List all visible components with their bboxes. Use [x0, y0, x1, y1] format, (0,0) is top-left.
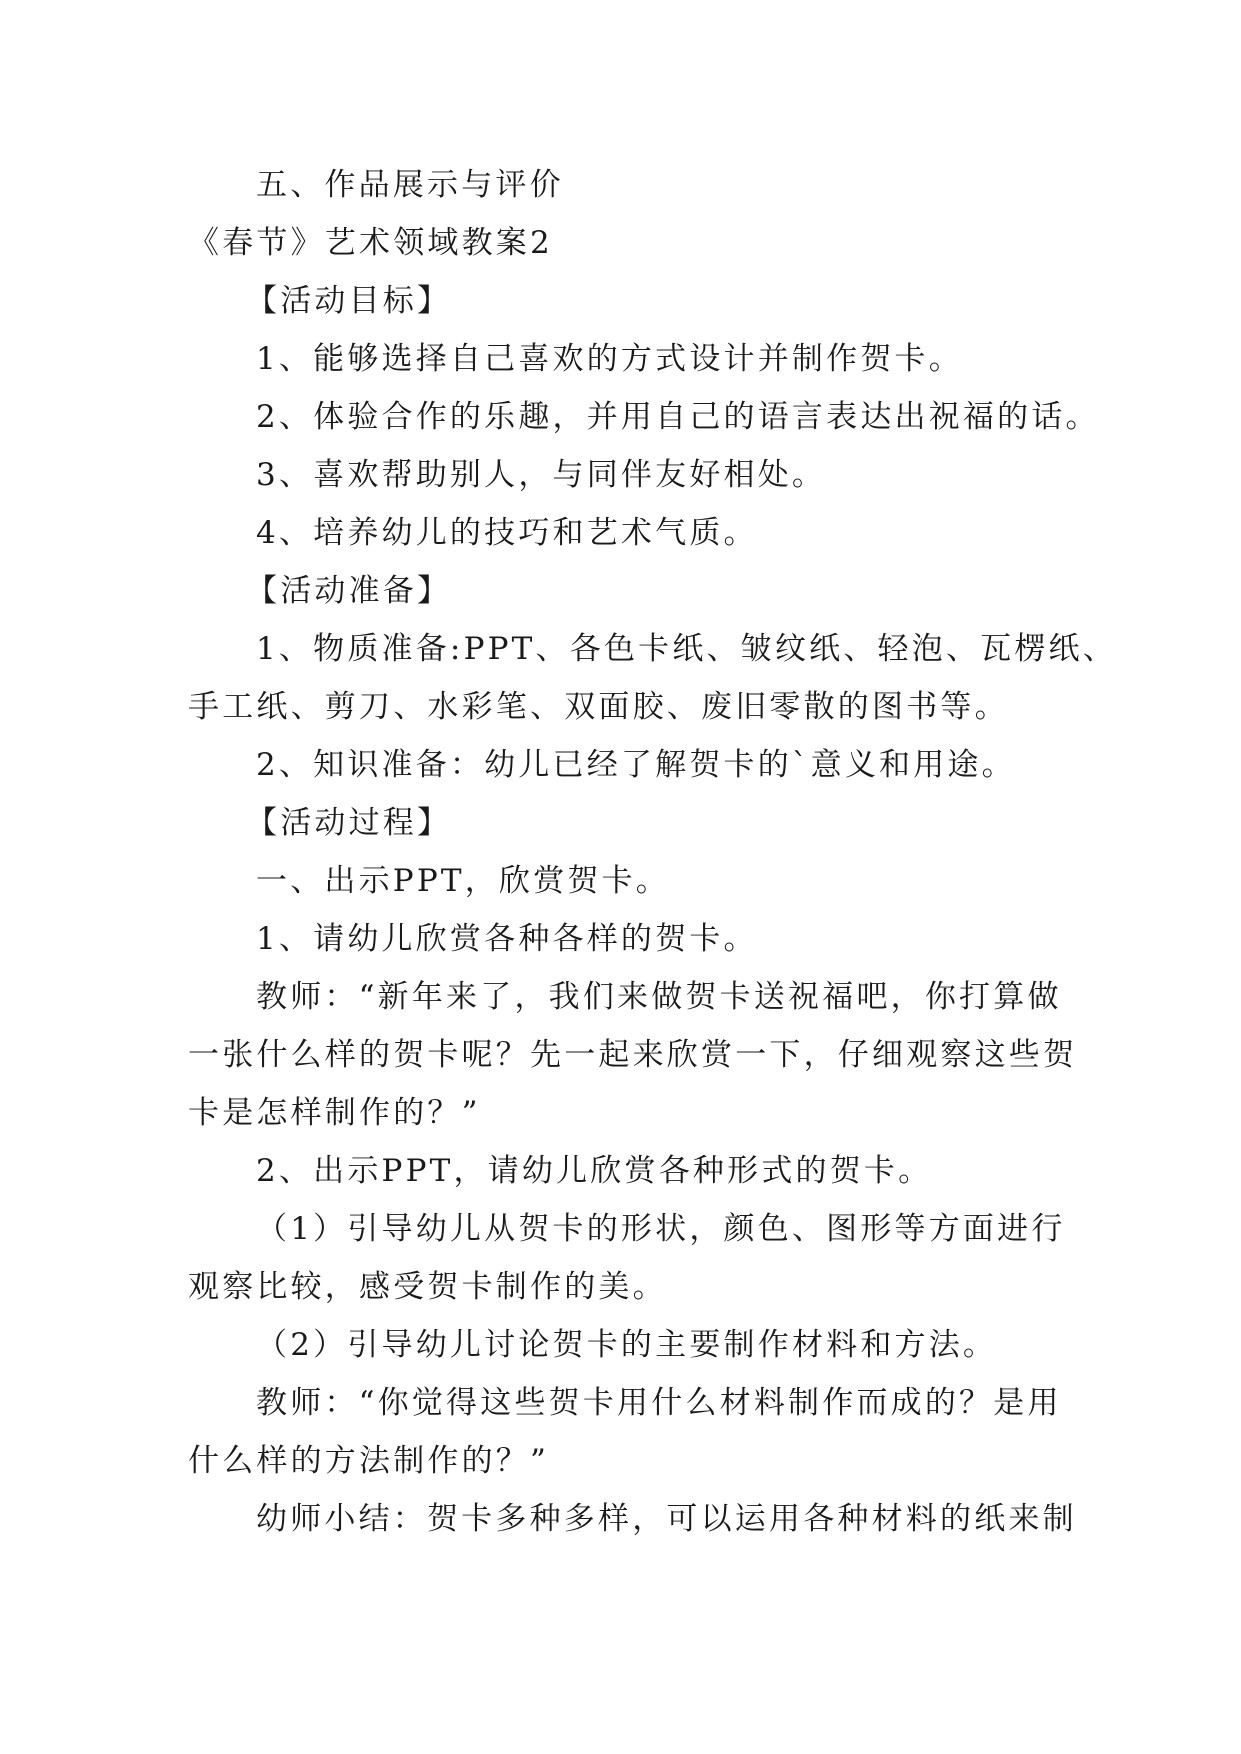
- goal-item-3: 3、喜欢帮助别人，与同伴友好相处。: [256, 457, 827, 493]
- teacher-summary: 幼师小结：贺卡多种多样，可以运用各种材料的纸来制: [256, 1501, 1077, 1537]
- guide-item-1-continued: 观察比较，感受贺卡制作的美。: [188, 1269, 667, 1305]
- teacher-quote-1: 教师：“新年来了，我们来做贺卡送祝福吧，你打算做: [256, 979, 1062, 1015]
- prep-item-1-continued: 手工纸、剪刀、水彩笔、双面胶、废旧零散的图书等。: [188, 689, 1009, 725]
- section-heading-showcase: 五、作品展示与评价: [256, 167, 564, 203]
- teacher-quote-1-end: 卡是怎样制作的？”: [188, 1095, 481, 1131]
- heading-activity-prep: 【活动准备】: [246, 573, 452, 609]
- guide-item-1: （1）引导幼儿从贺卡的形状，颜色、图形等方面进行: [256, 1211, 1066, 1247]
- guide-item-2: （2）引导幼儿讨论贺卡的主要制作材料和方法。: [256, 1327, 998, 1363]
- heading-activity-process: 【活动过程】: [246, 805, 452, 841]
- prep-item-2: 2、知识准备：幼儿已经了解贺卡的`意义和用途。: [256, 747, 1016, 783]
- goal-item-4: 4、培养幼儿的技巧和艺术气质。: [256, 515, 758, 551]
- goal-item-1: 1、能够选择自己喜欢的方式设计并制作贺卡。: [256, 341, 963, 377]
- teacher-quote-2: 教师：“你觉得这些贺卡用什么材料制作而成的？是用: [256, 1385, 1062, 1421]
- teacher-quote-2-end: 什么样的方法制作的？”: [188, 1443, 550, 1479]
- prep-item-1: 1、物质准备:PPT、各色卡纸、皱纹纸、轻泡、瓦楞纸、: [256, 631, 1117, 667]
- heading-activity-goals: 【活动目标】: [246, 283, 452, 319]
- goal-item-2: 2、体验合作的乐趣，并用自己的语言表达出祝福的话。: [256, 399, 1100, 435]
- teacher-quote-1-continued: 一张什么样的贺卡呢？先一起来欣赏一下，仔细观察这些贺: [188, 1037, 1078, 1073]
- process-substep-2: 2、出示PPT，请幼儿欣赏各种形式的贺卡。: [256, 1153, 933, 1189]
- process-step-1: 一、出示PPT，欣赏贺卡。: [256, 863, 670, 899]
- lesson-title: 《春节》艺术领域教案2: [188, 225, 553, 261]
- process-substep-1: 1、请幼儿欣赏各种各样的贺卡。: [256, 921, 758, 957]
